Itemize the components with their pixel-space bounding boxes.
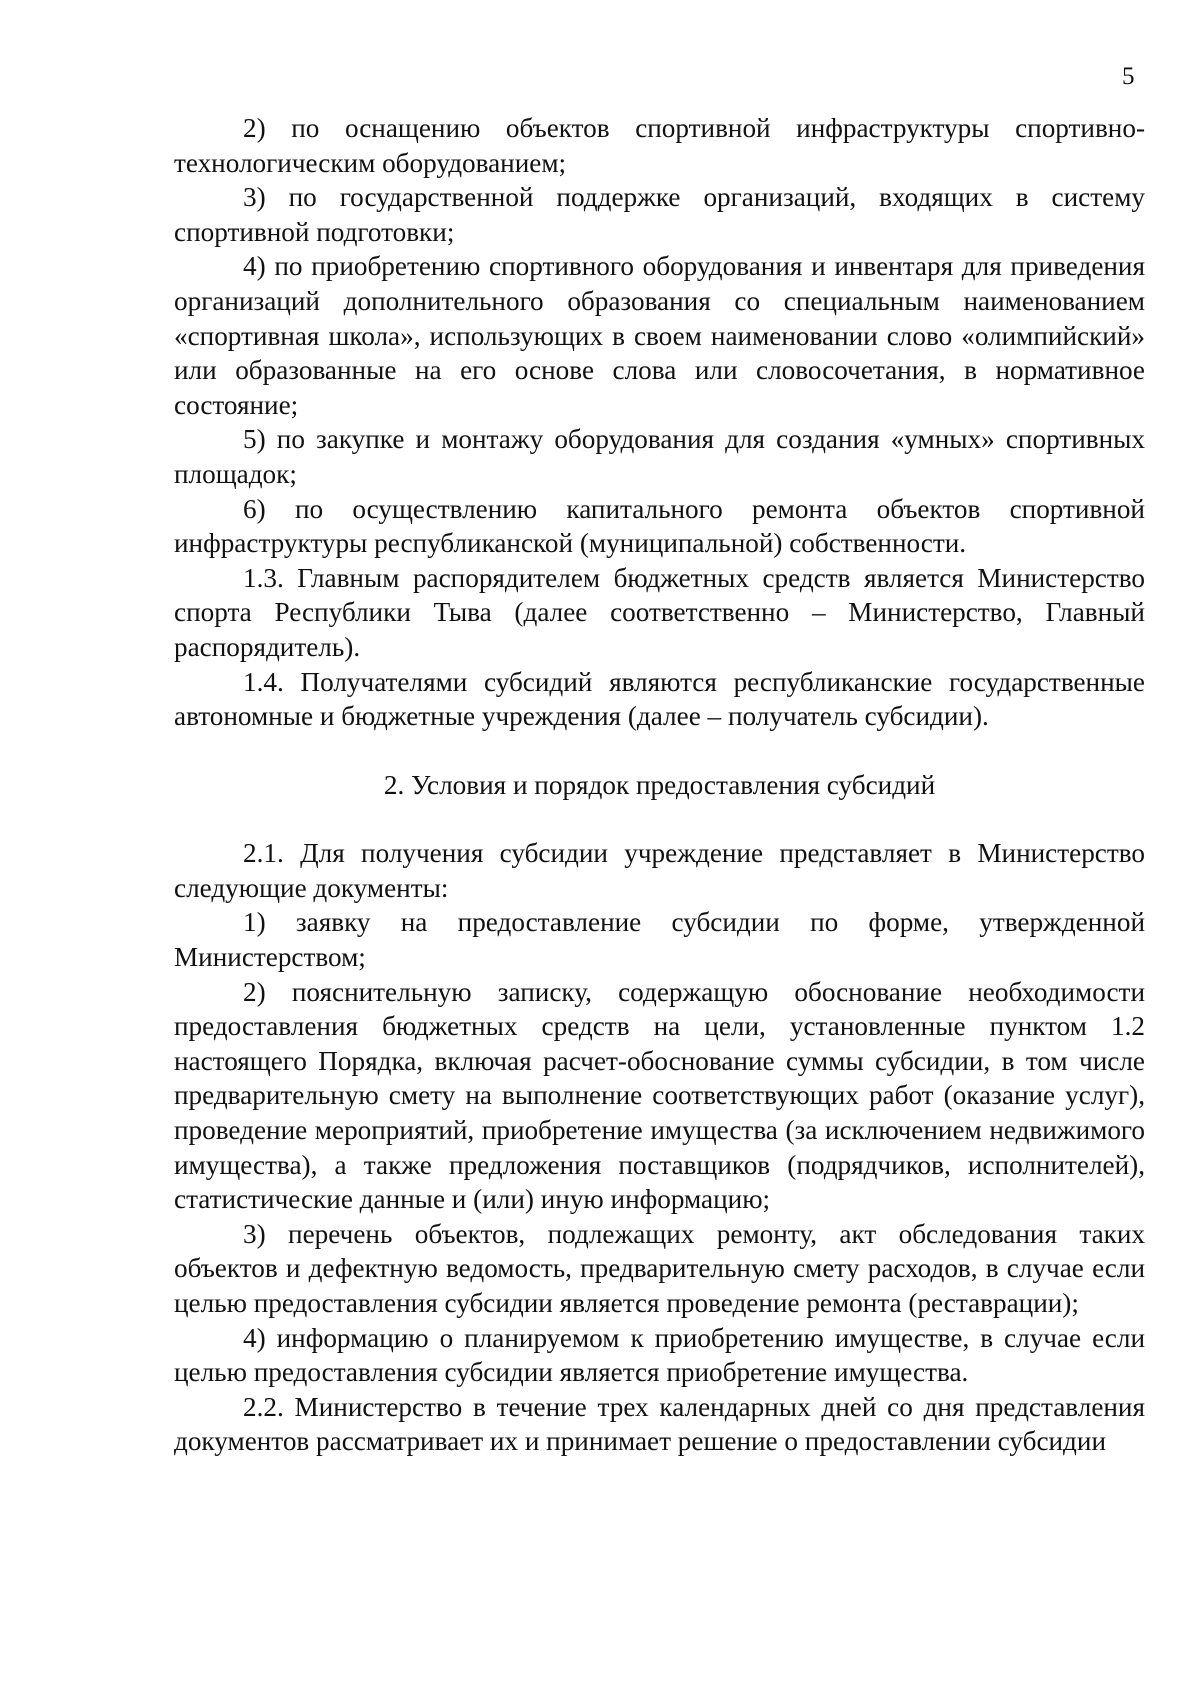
paragraph-item-2: 2) по оснащению объектов спортивной инфраструктуры спортивно-технологическим оборудованием; xyxy=(174,113,1145,178)
paragraph-clause-1-4: 1.4. Получателями субсидий являются республиканские государственные автономные и бюджетные учреждения (далее – получатель субсидии). xyxy=(174,666,1145,732)
paragraph-clause-2-1: 2.1. Для получения субсидии учреждение представляет в Министерство следующие документы: xyxy=(174,838,1145,903)
paragraph-item-6: 6) по осуществлению капитального ремонта объектов спортивной инфраструктуры республиканской (муниципальной) собственности. xyxy=(174,493,1145,559)
paragraph-item-4: 4) по приобретению спортивного оборудования и инвентаря для приведения организаций дополнительного образования со специальным наименованием «спортивная школа», использующих в своем наименовании слово «олимпийский» или образованные на его основе слова или словосочетания, в нормативное состояние; xyxy=(174,251,1145,420)
document-body xyxy=(174,111,1145,1459)
paragraph-item-3: 3) по государственной поддержке организаций, входящих в систему спортивной подготовки; xyxy=(174,182,1145,247)
paragraph-doc-1: 1) заявку на предоставление субсидии по форме, утвержденной Министерством; xyxy=(174,907,1145,973)
paragraph-doc-2: 2) пояснительную записку, содержащую обоснование необходимости предоставления бюджетных средств на цели, установленные пунктом 1.2 настоящего Порядка, включая расчет-обоснование суммы субсидии, в том числе предварительную смету на выполнение соответствующих работ (оказание услуг), проведение мероприятий, приобретение имущества (за исключением недвижимого имущества), а также предложения поставщиков (подрядчиков, исполнителей), статистические данные и (или) иную информацию; xyxy=(174,976,1145,1215)
paragraph-doc-3: 3) перечень объектов, подлежащих ремонту, акт обследования таких объектов и дефектную ведомость, предварительную смету расходов, в случае если целью предоставления субсидии является проведение ремонта (реставрации); xyxy=(174,1218,1145,1318)
section-heading: 2. Условия и порядок предоставления субсидий xyxy=(383,769,936,800)
page-number: 5 xyxy=(1122,63,1135,90)
paragraph-doc-4: 4) информацию о планируемом к приобретению имуществе, в случае если целью предоставления субсидии является приобретение имущества. xyxy=(174,1322,1145,1388)
paragraph-clause-1-3: 1.3. Главным распорядителем бюджетных средств является Министерство спорта Республики Тыва (далее соответственно – Министерство, Главный распорядитель). xyxy=(174,562,1145,662)
paragraph-item-5: 5) по закупке и монтажу оборудования для создания «умных» спортивных площадок; xyxy=(174,424,1145,489)
paragraph-clause-2-2: 2.2. Министерство в течение трех календарных дней со дня представления документов рассматривает их и принимает решение о предоставлении субсидии xyxy=(174,1391,1145,1457)
